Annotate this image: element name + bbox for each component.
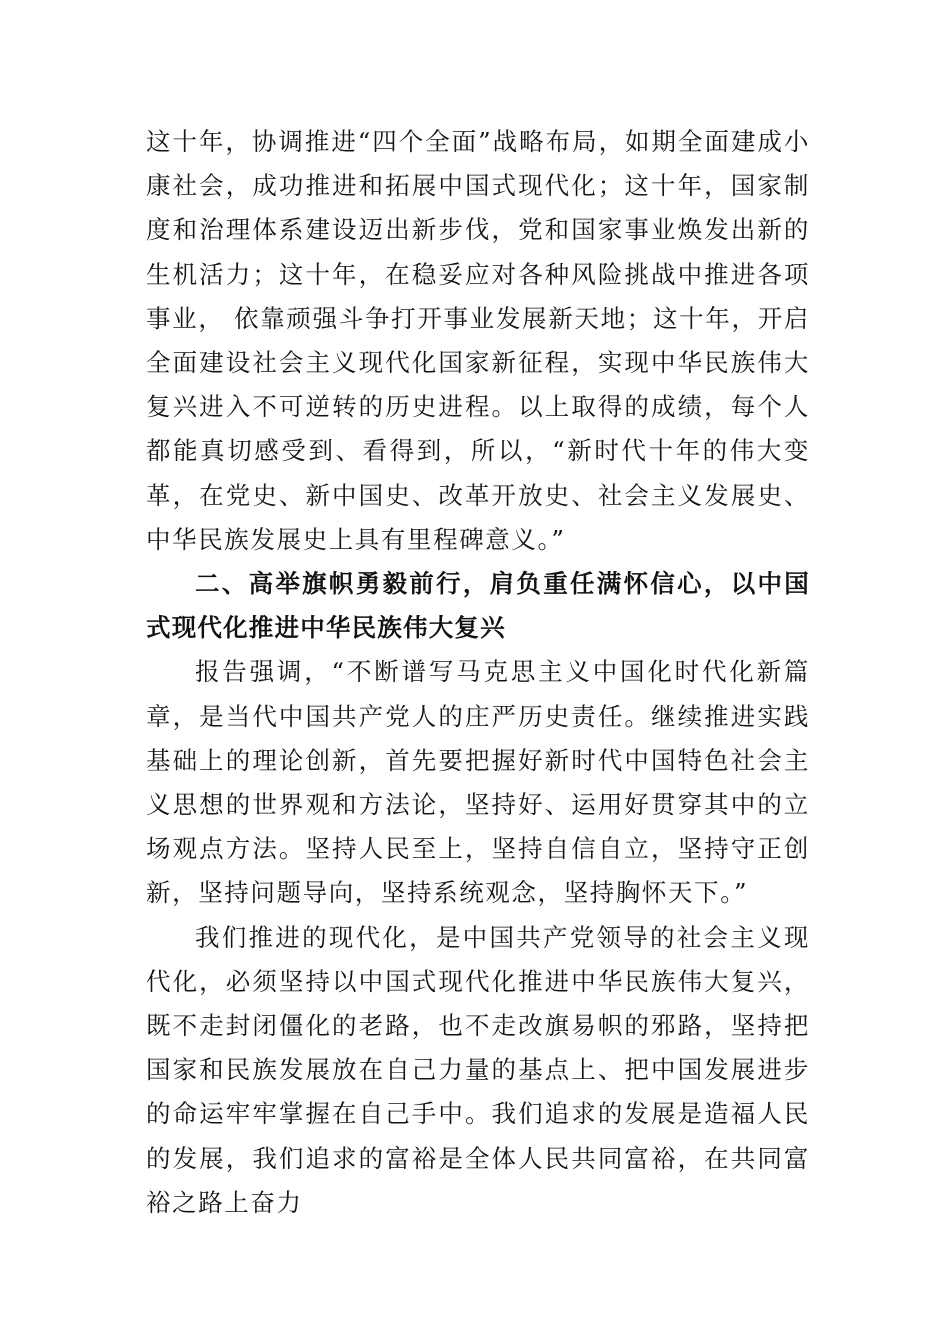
paragraph-report-emphasis: 报告强调，“不断谱写马克思主义中国化时代化新篇章，是当代中国共产党人的庄严历史责任。继续推进实践基础上的理论创新，首先要把握好新时代中国特色社会主义思想的世界观和方法论，坚持好、运用好贯穿其中的立场观点方法。坚持人民至上，坚持自信自立，坚持守正创新，坚持问题导向，坚持系统观念，坚持胸怀天下。” <box>146 657 810 908</box>
paragraph-ten-years-review: 这十年，协调推进“四个全面”战略布局，如期全面建成小康社会，成功推进和拓展中国式现代化；这十年，国家制度和治理体系建设迈出新步伐，党和国家事业焕发出新的生机活力；这十年，在稳妥应对各种风险挑战中推进各项事业， 依靠顽强斗争打开事业发展新天地；这十年，开启全面建设社会主义现代化国家新征程，实现中华民族伟大复兴进入不可逆转的历史进程。以上取得的成绩，每个人都能真切感受到、看得到，所以，“新时代十年的伟大变革，在党史、新中国史、改革开放史、社会主义发展史、中华民族发展史上具有里程碑意义。” <box>146 127 810 554</box>
section-heading-two: 二、高举旗帜勇毅前行，肩负重任满怀信心，以中国式现代化推进中华民族伟大复兴 <box>146 569 810 643</box>
paragraph-modernization: 我们推进的现代化，是中国共产党领导的社会主义现代化，必须坚持以中国式现代化推进中华民族伟大复兴，既不走封闭僵化的老路，也不走改旗易帜的邪路，坚持把国家和民族发展放在自己力量的基点上、把中国发展进步的命运牢牢掌握在自己手中。我们追求的发展是造福人民的发展，我们追求的富裕是全体人民共同富裕，在共同富裕之路上奋力 <box>146 922 810 1217</box>
document-body <box>146 120 810 1225</box>
